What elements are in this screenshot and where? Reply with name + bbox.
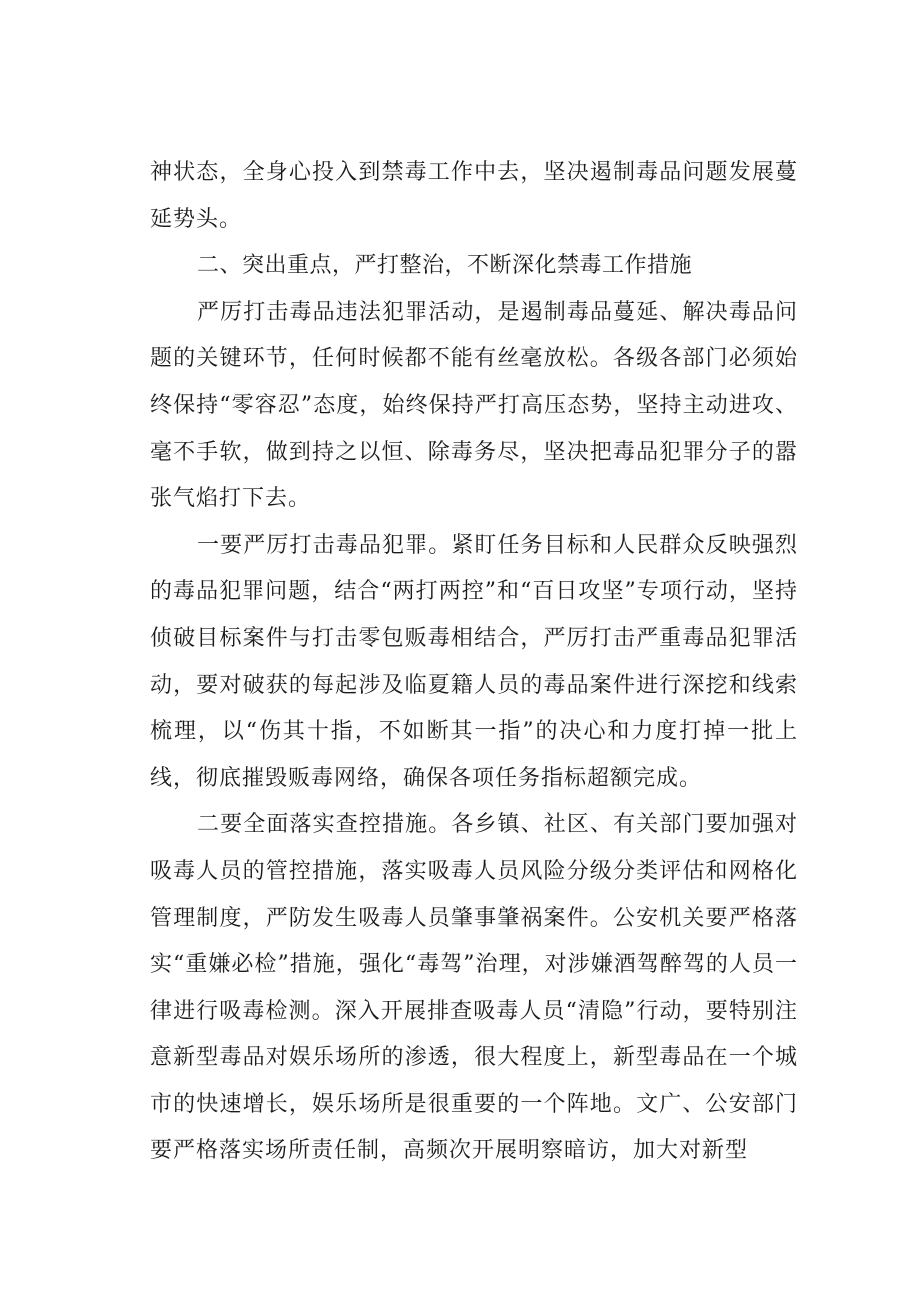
document-body xyxy=(150,150,798,1175)
paragraph-intro: 严厉打击毒品违法犯罪活动，是遏制毒品蔓延、解决毒品问题的关键环节，任何时候都不能有丝毫放松。各级各部门必须始终保持“零容忍”态度，始终保持严打高压态势，坚持主动进攻、毫不手软，做到持之以恒、除毒务尽，坚决把毒品犯罪分子的嚣张气焰打下去。 xyxy=(150,299,798,512)
paragraph-point-two: 二要全面落实查控措施。各乡镇、社区、有关部门要加强对吸毒人员的管控措施，落实吸毒人员风险分级分类评估和网格化管理制度，严防发生吸毒人员肇事肇祸案件。公安机关要严格落实“重嫌必检”措施，强化“毒驾”治理，对涉嫌酒驾醉驾的人员一律进行吸毒检测。深入开展排查吸毒人员“清隐”行动，要特别注意新型毒品对娱乐场所的渗透，很大程度上，新型毒品在一个城市的快速增长，娱乐场所是很重要的一个阵地。文广、公安部门要严格落实场所责任制，高频次开展明察暗访，加大对新型 xyxy=(150,812,798,1164)
section-heading: 二、突出重点，严打整治，不断深化禁毒工作措施 xyxy=(197,253,693,279)
paragraph-point-one: 一要严厉打击毒品犯罪。紧盯任务目标和人民群众反映强烈的毒品犯罪问题，结合“两打两控”和“百日攻坚”专项行动，坚持侦破目标案件与打击零包贩毒相结合，严厉打击严重毒品犯罪活动，要对破获的每起涉及临夏籍人员的毒品案件进行深挖和线索梳理，以“伤其十指，不如断其一指”的决心和力度打掉一批上线，彻底摧毁贩毒网络，确保各项任务指标超额完成。 xyxy=(150,532,798,791)
paragraph-continuation: 神状态，全身心投入到禁毒工作中去，坚决遏制毒品问题发展蔓延势头。 xyxy=(150,160,798,232)
